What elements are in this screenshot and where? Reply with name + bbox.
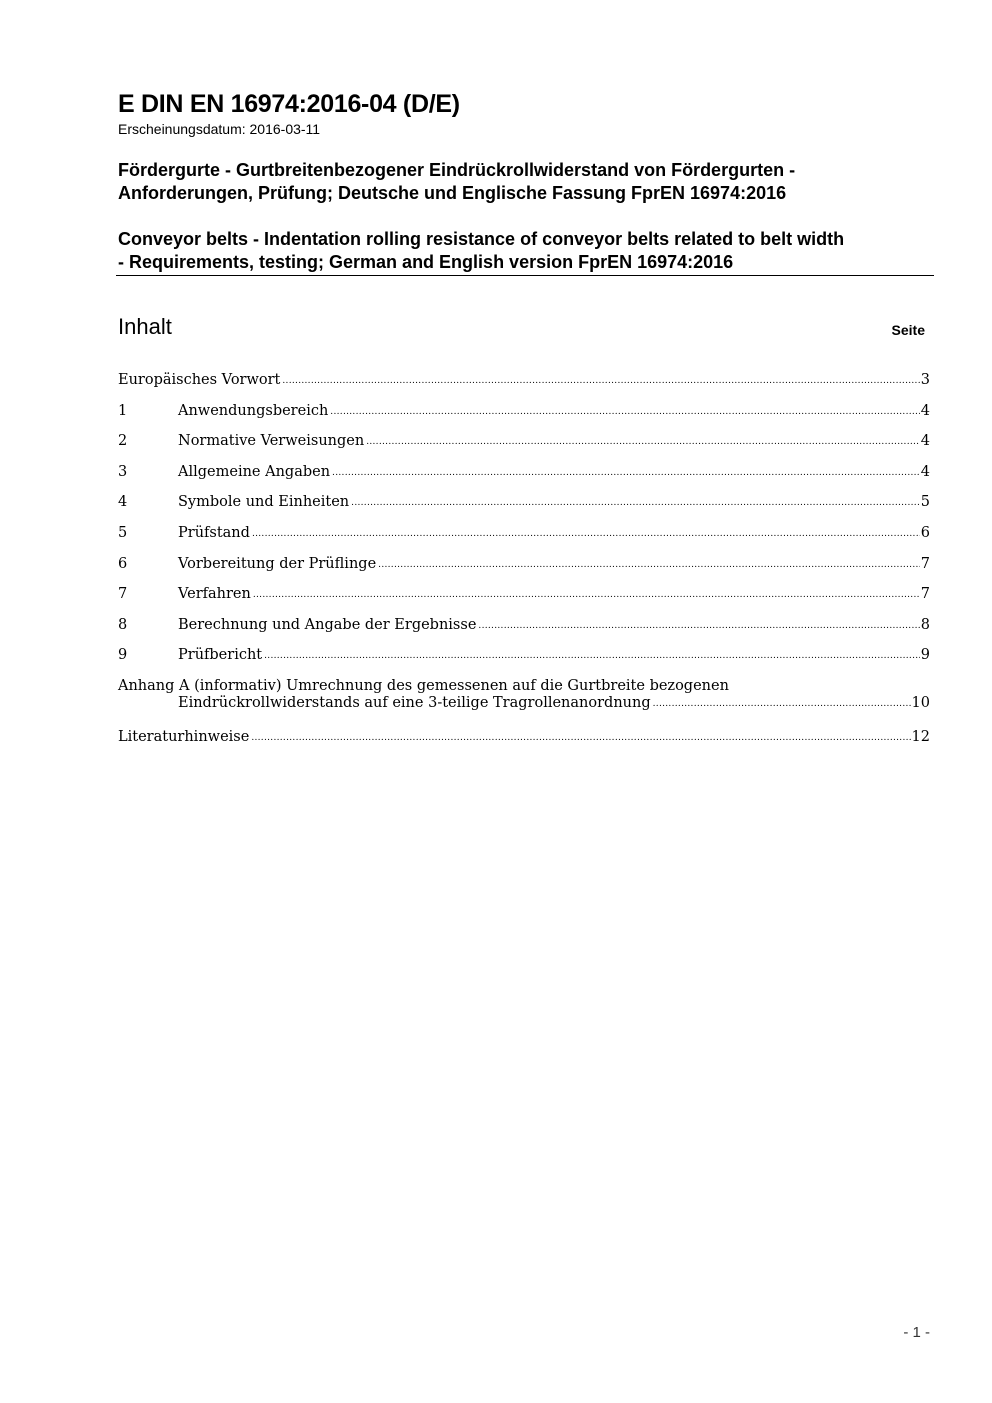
title-english	[118, 228, 844, 274]
toc-entry-number: 1	[118, 402, 128, 419]
toc-entry-9[interactable]	[118, 647, 930, 678]
toc-entry-3[interactable]	[118, 464, 930, 495]
toc-leader-dots	[282, 372, 919, 390]
toc-entry-text: Prüfstand	[178, 524, 250, 541]
toc-entry-text: Berechnung und Angabe der Ergebnisse	[178, 616, 477, 633]
toc-heading: Inhalt	[118, 314, 172, 339]
toc-annex-line-2: Eindrückrollwiderstands auf eine 3-teilige Tragrollenanordnung	[178, 694, 651, 711]
toc-entry-number: 3	[118, 463, 128, 480]
toc-leader-dots	[653, 695, 911, 713]
toc-entry-text: Allgemeine Angaben	[178, 463, 331, 480]
toc-entry-page: 3	[920, 372, 930, 388]
toc-entry-page: 5	[920, 494, 930, 511]
toc-entry-page: 9	[920, 647, 930, 664]
standard-id: E DIN EN 16974:2016-04 (D/E)	[118, 90, 460, 118]
title-german	[118, 159, 795, 205]
toc-entry-number: 8	[118, 616, 128, 633]
toc-leader-dots	[332, 464, 920, 482]
toc-entry-page: 7	[920, 586, 930, 603]
toc-entry-text: Verfahren	[178, 586, 251, 603]
toc-entry-page: 7	[920, 555, 930, 572]
toc-entry-text: Prüfbericht	[178, 647, 263, 664]
toc-entry-foreword[interactable]	[118, 372, 930, 403]
toc-entry-2[interactable]	[118, 433, 930, 464]
toc-entry-number: 4	[118, 494, 128, 511]
title-german-line-1: Fördergurte - Gurtbreitenbezogener Eindrückrollwiderstand von Fördergurten -	[118, 160, 796, 180]
toc-leader-dots	[351, 494, 920, 512]
table-of-contents	[118, 372, 930, 760]
toc-page-column-label: Seite	[891, 322, 925, 338]
toc-entry-4[interactable]	[118, 494, 930, 525]
toc-entry-number: 5	[118, 524, 128, 541]
toc-leader-dots	[251, 729, 910, 747]
toc-leader-dots	[478, 617, 919, 635]
publication-date: Erscheinungsdatum: 2016-03-11	[118, 121, 321, 137]
toc-entry-6[interactable]	[118, 556, 930, 587]
toc-leader-dots	[253, 586, 920, 604]
toc-entry-annex-a[interactable]	[118, 678, 930, 729]
title-english-line-2: - Requirements, testing; German and English version FprEN 16974:2016	[118, 252, 734, 272]
toc-leader-dots	[330, 403, 919, 421]
toc-leader-dots	[366, 433, 920, 451]
toc-entry-number: 6	[118, 555, 128, 572]
toc-entry-7[interactable]	[118, 586, 930, 617]
header-divider	[116, 275, 934, 276]
toc-entry-number: 9	[118, 647, 128, 664]
title-german-line-2: Anforderungen, Prüfung; Deutsche und Englische Fassung FprEN 16974:2016	[118, 183, 787, 203]
page-number: - 1 -	[903, 1324, 930, 1341]
toc-entry-page: 4	[920, 402, 930, 419]
toc-entry-page: 6	[920, 524, 930, 541]
toc-entry-page: 8	[920, 616, 930, 633]
toc-entry-page: 4	[920, 433, 930, 450]
toc-leader-dots	[252, 525, 920, 543]
toc-entry-number: 7	[118, 586, 128, 603]
title-english-line-1: Conveyor belts - Indentation rolling resistance of conveyor belts related to belt width	[118, 229, 845, 249]
toc-entry-text: Symbole und Einheiten	[178, 494, 350, 511]
toc-entry-page: 10	[911, 694, 930, 711]
toc-entry-bibliography[interactable]	[118, 729, 930, 760]
toc-entry-5[interactable]	[118, 525, 930, 556]
toc-entry-text: Literaturhinweise	[118, 728, 250, 745]
toc-entry-text: Normative Verweisungen	[178, 433, 365, 450]
toc-entry-page: 4	[920, 463, 930, 480]
toc-entry-text: Anwendungsbereich	[178, 402, 329, 419]
toc-entry-text: Europäisches Vorwort	[118, 372, 281, 388]
toc-entry-number: 2	[118, 433, 128, 450]
toc-entry-1[interactable]	[118, 403, 930, 434]
toc-annex-line-1: Anhang A (informativ) Umrechnung des gemessenen auf die Gurtbreite bezogenen	[118, 677, 729, 694]
toc-leader-dots	[378, 556, 920, 574]
toc-leader-dots	[264, 647, 920, 665]
toc-entry-text: Vorbereitung der Prüflinge	[178, 555, 377, 572]
toc-entry-page: 12	[911, 728, 930, 745]
toc-entry-8[interactable]	[118, 617, 930, 648]
